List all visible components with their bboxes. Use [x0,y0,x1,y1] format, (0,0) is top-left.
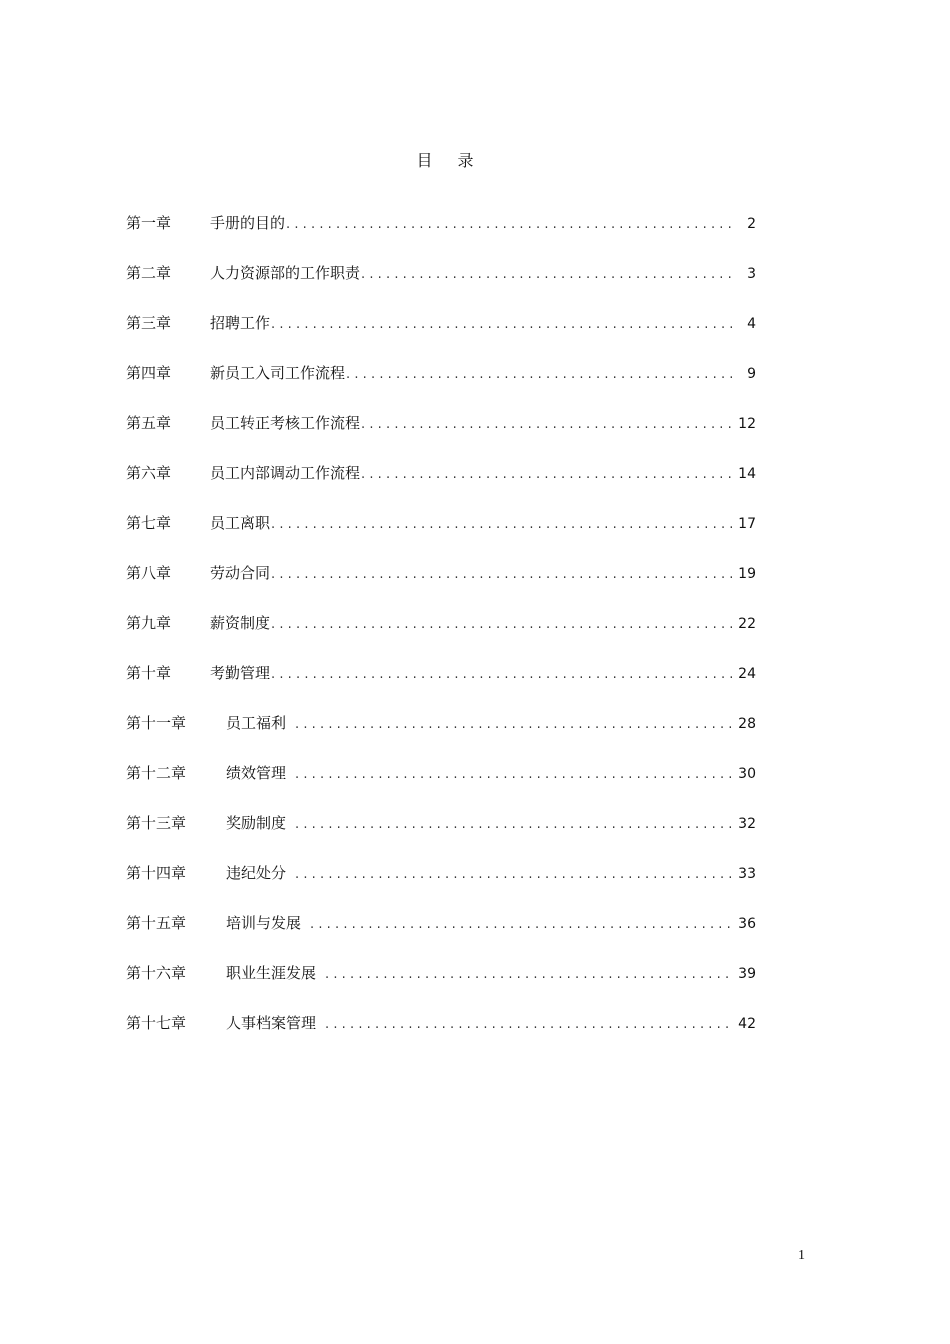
toc-chapter-label: 第一章 [126,214,172,232]
toc-entry-title: 考勤管理 [210,664,271,682]
toc-entry-title: 手册的目的 [210,214,286,232]
toc-chapter-label: 第十七章 [126,1014,187,1032]
toc-chapter-label: 第十五章 [126,914,187,932]
dot-leader [286,214,736,236]
dot-leader [271,514,734,536]
toc-entry-line [210,662,756,686]
toc-entry [126,612,756,662]
toc-entry-line [210,462,756,486]
toc-page-number: 42 [738,1016,756,1032]
toc-chapter-label: 第九章 [126,614,172,632]
toc-entry [126,812,756,862]
toc-chapter-label: 第五章 [126,414,172,432]
toc-page-number: 12 [738,416,756,432]
toc-entry-line [210,312,756,336]
toc-entry-title: 人事档案管理 [226,1014,317,1032]
dot-leader [295,864,734,886]
toc-chapter-label: 第三章 [126,314,172,332]
dot-leader [325,964,734,986]
toc-entry [126,962,756,1012]
toc-page-number: 33 [738,866,756,882]
toc-entry-line [226,962,756,986]
toc-entry [126,462,756,512]
dot-leader [271,614,734,636]
toc-page-number: 14 [738,466,756,482]
toc-entry-line [226,912,756,936]
toc-entry-line [210,562,756,586]
toc-chapter-label: 第八章 [126,564,172,582]
toc-page-number: 4 [747,316,756,332]
toc-entry [126,762,756,812]
toc-chapter-label: 第七章 [126,514,172,532]
toc-page-number: 9 [747,366,756,382]
toc-entry [126,362,756,412]
toc-chapter-label: 第四章 [126,364,172,382]
toc-entry-line [226,1012,756,1036]
toc-entry-title: 员工离职 [210,514,271,532]
dot-leader [361,464,734,486]
toc-entry [126,212,756,262]
dot-leader [310,914,734,936]
toc-entry-line [210,262,756,286]
toc-entry-line [226,762,756,786]
toc-entry-line [226,812,756,836]
toc-page-number: 19 [738,566,756,582]
toc-entry [126,562,756,612]
toc-entry-title: 员工转正考核工作流程 [210,414,361,432]
toc-entry-title: 人力资源部的工作职责 [210,264,361,282]
toc-chapter-label: 第十六章 [126,964,187,982]
toc-entry [126,912,756,962]
toc-entry-title: 培训与发展 [226,914,302,932]
toc-heading: 目 录 [416,151,484,170]
toc-page-number: 39 [738,966,756,982]
toc-entry-line [210,412,756,436]
dot-leader [271,314,736,336]
toc-entry-title: 职业生涯发展 [226,964,317,982]
toc-entry [126,412,756,462]
dot-leader [295,814,734,836]
toc-page-number: 32 [738,816,756,832]
toc-entry-title: 奖励制度 [226,814,287,832]
dot-leader [346,364,736,386]
toc-entry [126,262,756,312]
toc-page-number: 28 [738,716,756,732]
toc-entry-line [210,512,756,536]
toc-page-number: 2 [747,216,756,232]
toc-entry-title: 员工福利 [226,714,287,732]
toc-page-number: 17 [738,516,756,532]
toc-chapter-label: 第十四章 [126,864,187,882]
toc-page-number: 3 [747,266,756,282]
toc-entry [126,1012,756,1062]
toc-chapter-label: 第十二章 [126,764,187,782]
toc-entry [126,512,756,562]
dot-leader [271,664,734,686]
toc-chapter-label: 第十章 [126,664,172,682]
toc-list [126,212,756,1062]
toc-entry-line [210,362,756,386]
toc-entry [126,662,756,712]
toc-entry-title: 违纪处分 [226,864,287,882]
toc-entry-title: 招聘工作 [210,314,271,332]
toc-entry-title: 员工内部调动工作流程 [210,464,361,482]
toc-entry-title: 劳动合同 [210,564,271,582]
toc-page-number: 24 [738,666,756,682]
dot-leader [325,1014,734,1036]
dot-leader [271,564,734,586]
toc-chapter-label: 第十三章 [126,814,187,832]
dot-leader [361,414,734,436]
toc-page-number: 22 [738,616,756,632]
dot-leader [295,764,734,786]
toc-entry-title: 薪资制度 [210,614,271,632]
toc-page-number: 30 [738,766,756,782]
toc-chapter-label: 第二章 [126,264,172,282]
toc-entry-title: 新员工入司工作流程 [210,364,346,382]
toc-entry-line [210,212,756,236]
toc-chapter-label: 第六章 [126,464,172,482]
toc-entry-line [210,612,756,636]
page-number: 1 [798,1248,805,1263]
toc-page-number: 36 [738,916,756,932]
toc-chapter-label: 第十一章 [126,714,187,732]
toc-entry [126,712,756,762]
dot-leader [361,264,736,286]
toc-entry-line [226,862,756,886]
dot-leader [295,714,734,736]
toc-entry [126,312,756,362]
toc-entry-title: 绩效管理 [226,764,287,782]
toc-entry-line [226,712,756,736]
toc-entry [126,862,756,912]
